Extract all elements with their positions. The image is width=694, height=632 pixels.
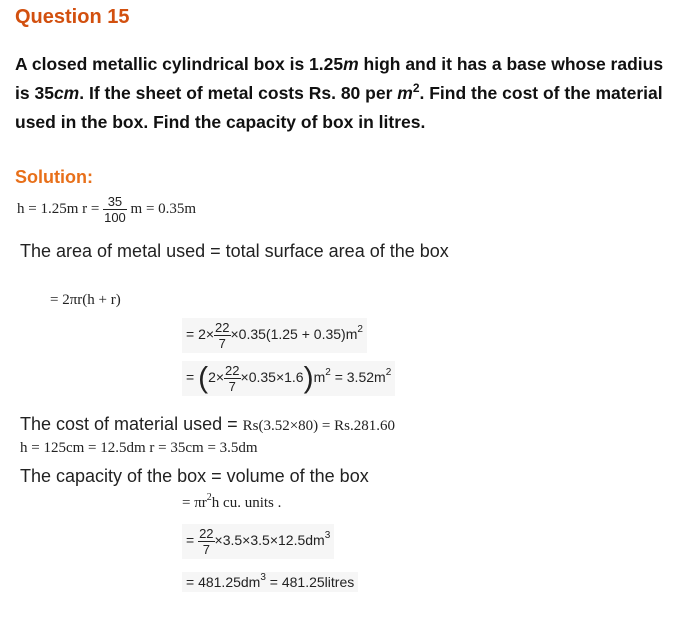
surface-area-result: = (2× $\frac{22}{7}$ $\times 0.35\times 1.6)m^2 = 3.52m^2$ (182, 361, 395, 396)
volume-formula: = $\pi r^2h$ cu. units . (182, 492, 282, 511)
given-values-line: h = 1.25m r = $\frac{35}{100}$ m = 0.35m (17, 194, 197, 225)
cost-calculation: Rs(3.52×80) = Rs.281.60 (242, 418, 395, 434)
question-text: A closed metallic cylindrical box is 1.25m high and it has a base whose radius is 35cm. If the sheet of metal costs Rs. 80 per $m^2$. Find the cost of the material used in the box. Find the capacity of box in litres. (15, 54, 664, 132)
volume-result: = $481.25dm^3$ = 481.25litres (182, 572, 358, 592)
dimensions-in-dm-line: h = 125cm = 12.5dm r = 35cm = 3.5dm (20, 440, 258, 456)
surface-area-substitution: = 2× $\frac{22}{7}$ $\times 0.35(1.25 + 0.35)m^2$ (182, 318, 367, 353)
volume-substitution: = $\frac{22}{7}$ $\times 3.5\times 3.5\times 12.5dm^3$ (182, 524, 334, 559)
capacity-statement: The capacity of the box = volume of the box (20, 466, 369, 486)
area-statement: The area of metal used = total surface area of the box (20, 241, 449, 261)
cost-statement: The cost of material used = Rs(3.52×80) = Rs.281.60 (20, 414, 395, 434)
surface-area-formula: = 2πr(h + r) (50, 292, 121, 308)
question-title: Question 15 (15, 6, 130, 28)
solution-title: Solution: (15, 167, 93, 187)
